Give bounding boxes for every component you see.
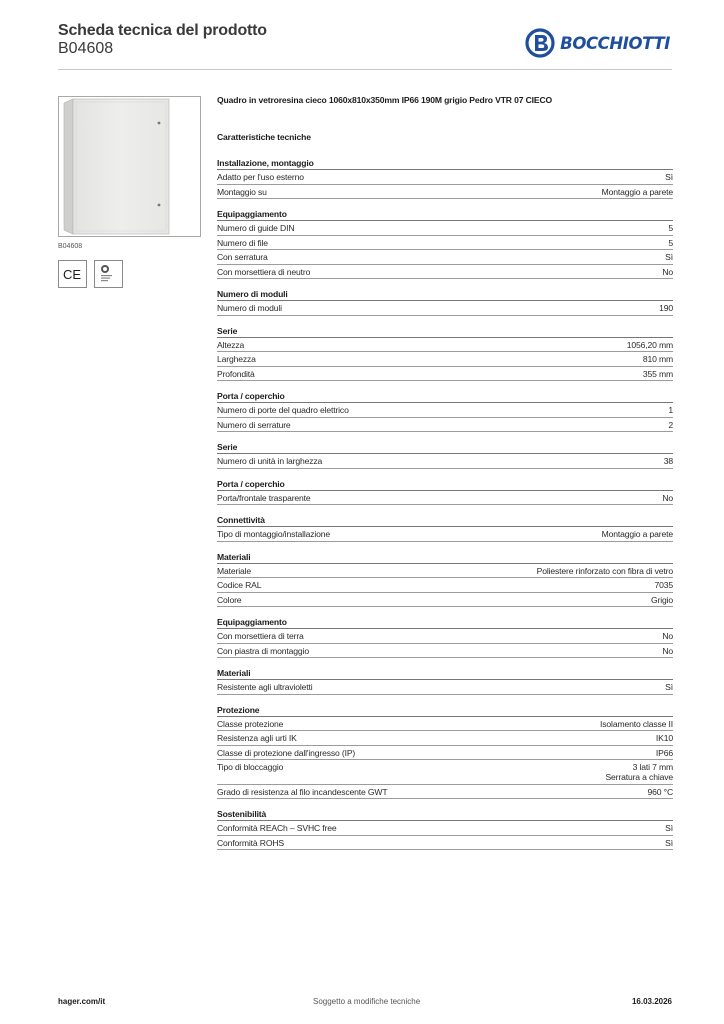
section-title: Porta / coperchio bbox=[217, 479, 673, 491]
spec-row bbox=[217, 578, 673, 593]
footer-date: 16.03.2026 bbox=[631, 997, 672, 1006]
spec-label: Profondità bbox=[217, 368, 255, 379]
spec-row bbox=[217, 301, 673, 316]
spec-value: 1 bbox=[668, 405, 673, 415]
section-title: Protezione bbox=[217, 705, 673, 717]
spec-row bbox=[217, 629, 673, 644]
spec-label: Numero di moduli bbox=[217, 303, 282, 313]
spec-row bbox=[217, 454, 673, 469]
section-title: Serie bbox=[217, 442, 673, 454]
spec-value: Montaggio a parete bbox=[601, 186, 673, 197]
spec-row bbox=[217, 265, 673, 280]
page-header bbox=[58, 20, 672, 70]
page-title: Scheda tecnica del prodotto bbox=[58, 22, 267, 39]
spec-value: No bbox=[662, 492, 673, 503]
enclosure-image-icon bbox=[59, 97, 200, 236]
spec-value: IK10 bbox=[655, 733, 673, 743]
footer-site-link[interactable]: hager.com/it bbox=[58, 997, 106, 1006]
spec-section bbox=[217, 552, 673, 608]
spec-label: Classe protezione bbox=[217, 718, 284, 729]
spec-row bbox=[217, 731, 673, 746]
spec-section bbox=[217, 617, 673, 658]
spec-row bbox=[217, 367, 673, 382]
spec-label: Resistenza agli urti IK bbox=[217, 733, 297, 743]
spec-label: Numero di guide DIN bbox=[217, 223, 295, 233]
spec-row bbox=[217, 418, 673, 433]
spec-section bbox=[217, 391, 673, 432]
spec-value: Poliestere rinforzato con fibra di vetro bbox=[536, 565, 673, 576]
spec-row bbox=[217, 564, 673, 579]
spec-label: Materiale bbox=[217, 565, 251, 576]
spec-section bbox=[217, 289, 673, 316]
spec-label: Tipo di montaggio/installazione bbox=[217, 529, 331, 539]
spec-section bbox=[217, 809, 673, 850]
spec-value: 2 bbox=[668, 419, 673, 430]
spec-value: 5 bbox=[668, 223, 673, 233]
spec-row bbox=[217, 785, 673, 800]
product-details bbox=[217, 95, 673, 850]
section-title: Equipaggiamento bbox=[217, 617, 673, 629]
spec-row bbox=[217, 760, 673, 785]
spec-label: Porta/frontale trasparente bbox=[217, 492, 311, 503]
certification-badges bbox=[58, 260, 202, 288]
spec-value: IP66 bbox=[655, 747, 673, 758]
spec-section bbox=[217, 479, 673, 506]
spec-label: Numero di unità in larghezza bbox=[217, 456, 323, 466]
spec-value: Montaggio a parete bbox=[601, 529, 673, 539]
spec-row bbox=[217, 836, 673, 851]
spec-label: Altezza bbox=[217, 339, 245, 350]
spec-label: Colore bbox=[217, 594, 242, 605]
spec-label: Tipo di bloccaggio bbox=[217, 762, 284, 772]
section-title: Porta / coperchio bbox=[217, 391, 673, 403]
spec-value: 7035 bbox=[654, 580, 673, 590]
spec-value: 190 bbox=[659, 303, 673, 313]
spec-section bbox=[217, 158, 673, 199]
spec-section bbox=[217, 442, 673, 469]
spec-row bbox=[217, 527, 673, 542]
brand-logo bbox=[525, 28, 670, 58]
spec-row bbox=[217, 593, 673, 608]
spec-value: 355 mm bbox=[642, 368, 673, 379]
spec-label: Numero di serrature bbox=[217, 419, 291, 430]
page-footer bbox=[58, 997, 672, 1006]
spec-value: Sì bbox=[665, 252, 673, 262]
spec-row bbox=[217, 338, 673, 353]
spec-row bbox=[217, 236, 673, 251]
spec-label: Larghezza bbox=[217, 354, 256, 364]
spec-label: Conformità ROHS bbox=[217, 837, 284, 848]
spec-value: 5 bbox=[668, 237, 673, 248]
spec-label: Conformità REACh – SVHC free bbox=[217, 823, 337, 833]
spec-row bbox=[217, 185, 673, 200]
spec-label: Con morsettiera di neutro bbox=[217, 266, 311, 277]
product-code: B04608 bbox=[58, 40, 114, 57]
spec-label: Grado di resistenza al filo incandescente GWT bbox=[217, 786, 388, 797]
section-title: Sostenibilità bbox=[217, 809, 673, 821]
ce-mark-badge bbox=[58, 260, 87, 288]
specs-sections bbox=[217, 158, 673, 850]
spec-section bbox=[217, 668, 673, 695]
product-description: Quadro in vetroresina cieco 1060x810x350mm IP66 190M grigio Pedro VTR 07 CIECO bbox=[217, 95, 553, 105]
spec-label: Numero di porte del quadro elettrico bbox=[217, 405, 349, 415]
spec-label: Montaggio su bbox=[217, 186, 267, 197]
certification-badge bbox=[94, 260, 123, 288]
spec-value: No bbox=[662, 631, 673, 641]
spec-row bbox=[217, 746, 673, 761]
spec-row bbox=[217, 717, 673, 732]
section-title: Connettività bbox=[217, 515, 673, 527]
spec-row bbox=[217, 680, 673, 695]
section-title: Numero di moduli bbox=[217, 289, 673, 301]
spec-label: Resistente agli ultravioletti bbox=[217, 682, 313, 692]
spec-value: 810 mm bbox=[642, 354, 673, 364]
spec-row bbox=[217, 491, 673, 506]
spec-row bbox=[217, 170, 673, 185]
certification-icon bbox=[98, 263, 120, 285]
ce-mark-text: CE bbox=[62, 267, 81, 282]
section-title: Installazione, montaggio bbox=[217, 158, 673, 170]
bocchiotti-logo-icon bbox=[525, 28, 555, 58]
spec-label: Numero di file bbox=[217, 237, 268, 248]
spec-row bbox=[217, 352, 673, 367]
spec-value: Sì bbox=[665, 172, 673, 182]
logo-wordmark: BOCCHIOTTI bbox=[560, 33, 670, 53]
spec-value: Sì bbox=[665, 682, 673, 692]
image-caption: B04608 bbox=[58, 243, 83, 250]
section-title: Materiali bbox=[217, 552, 673, 564]
spec-label: Adatto per l'uso esterno bbox=[217, 172, 304, 182]
spec-section bbox=[217, 705, 673, 800]
spec-row bbox=[217, 821, 673, 836]
spec-value: 38 bbox=[663, 456, 673, 466]
section-title: Serie bbox=[217, 326, 673, 338]
spec-row bbox=[217, 644, 673, 659]
spec-value: No bbox=[662, 645, 673, 656]
section-title: Materiali bbox=[217, 668, 673, 680]
spec-label: Con serratura bbox=[217, 252, 268, 262]
footer-note: Soggetto a modifiche tecniche bbox=[313, 997, 421, 1006]
spec-value: Sì bbox=[665, 837, 673, 848]
product-media bbox=[58, 96, 202, 288]
spec-label: Con morsettiera di terra bbox=[217, 631, 304, 641]
spec-row bbox=[217, 403, 673, 418]
spec-value: Grigio bbox=[650, 594, 673, 605]
spec-section bbox=[217, 326, 673, 382]
spec-label: Codice RAL bbox=[217, 580, 262, 590]
spec-value: 1056,20 mm bbox=[626, 339, 673, 350]
spec-label: Con piastra di montaggio bbox=[217, 645, 309, 656]
product-image bbox=[58, 96, 201, 237]
spec-value: 3 lati 7 mm Serratura a chiave bbox=[605, 762, 673, 782]
spec-section bbox=[217, 515, 673, 542]
spec-value: No bbox=[662, 266, 673, 277]
spec-row bbox=[217, 250, 673, 265]
specs-heading: Caratteristiche tecniche bbox=[217, 132, 311, 142]
spec-label: Classe di protezione dall'ingresso (IP) bbox=[217, 747, 356, 758]
spec-value: Isolamento classe II bbox=[600, 718, 673, 729]
spec-value: 960 °C bbox=[647, 786, 673, 797]
spec-value: Sì bbox=[665, 823, 673, 833]
ce-mark-icon bbox=[62, 266, 84, 282]
section-title: Equipaggiamento bbox=[217, 209, 673, 221]
spec-section bbox=[217, 209, 673, 279]
spec-row bbox=[217, 221, 673, 236]
